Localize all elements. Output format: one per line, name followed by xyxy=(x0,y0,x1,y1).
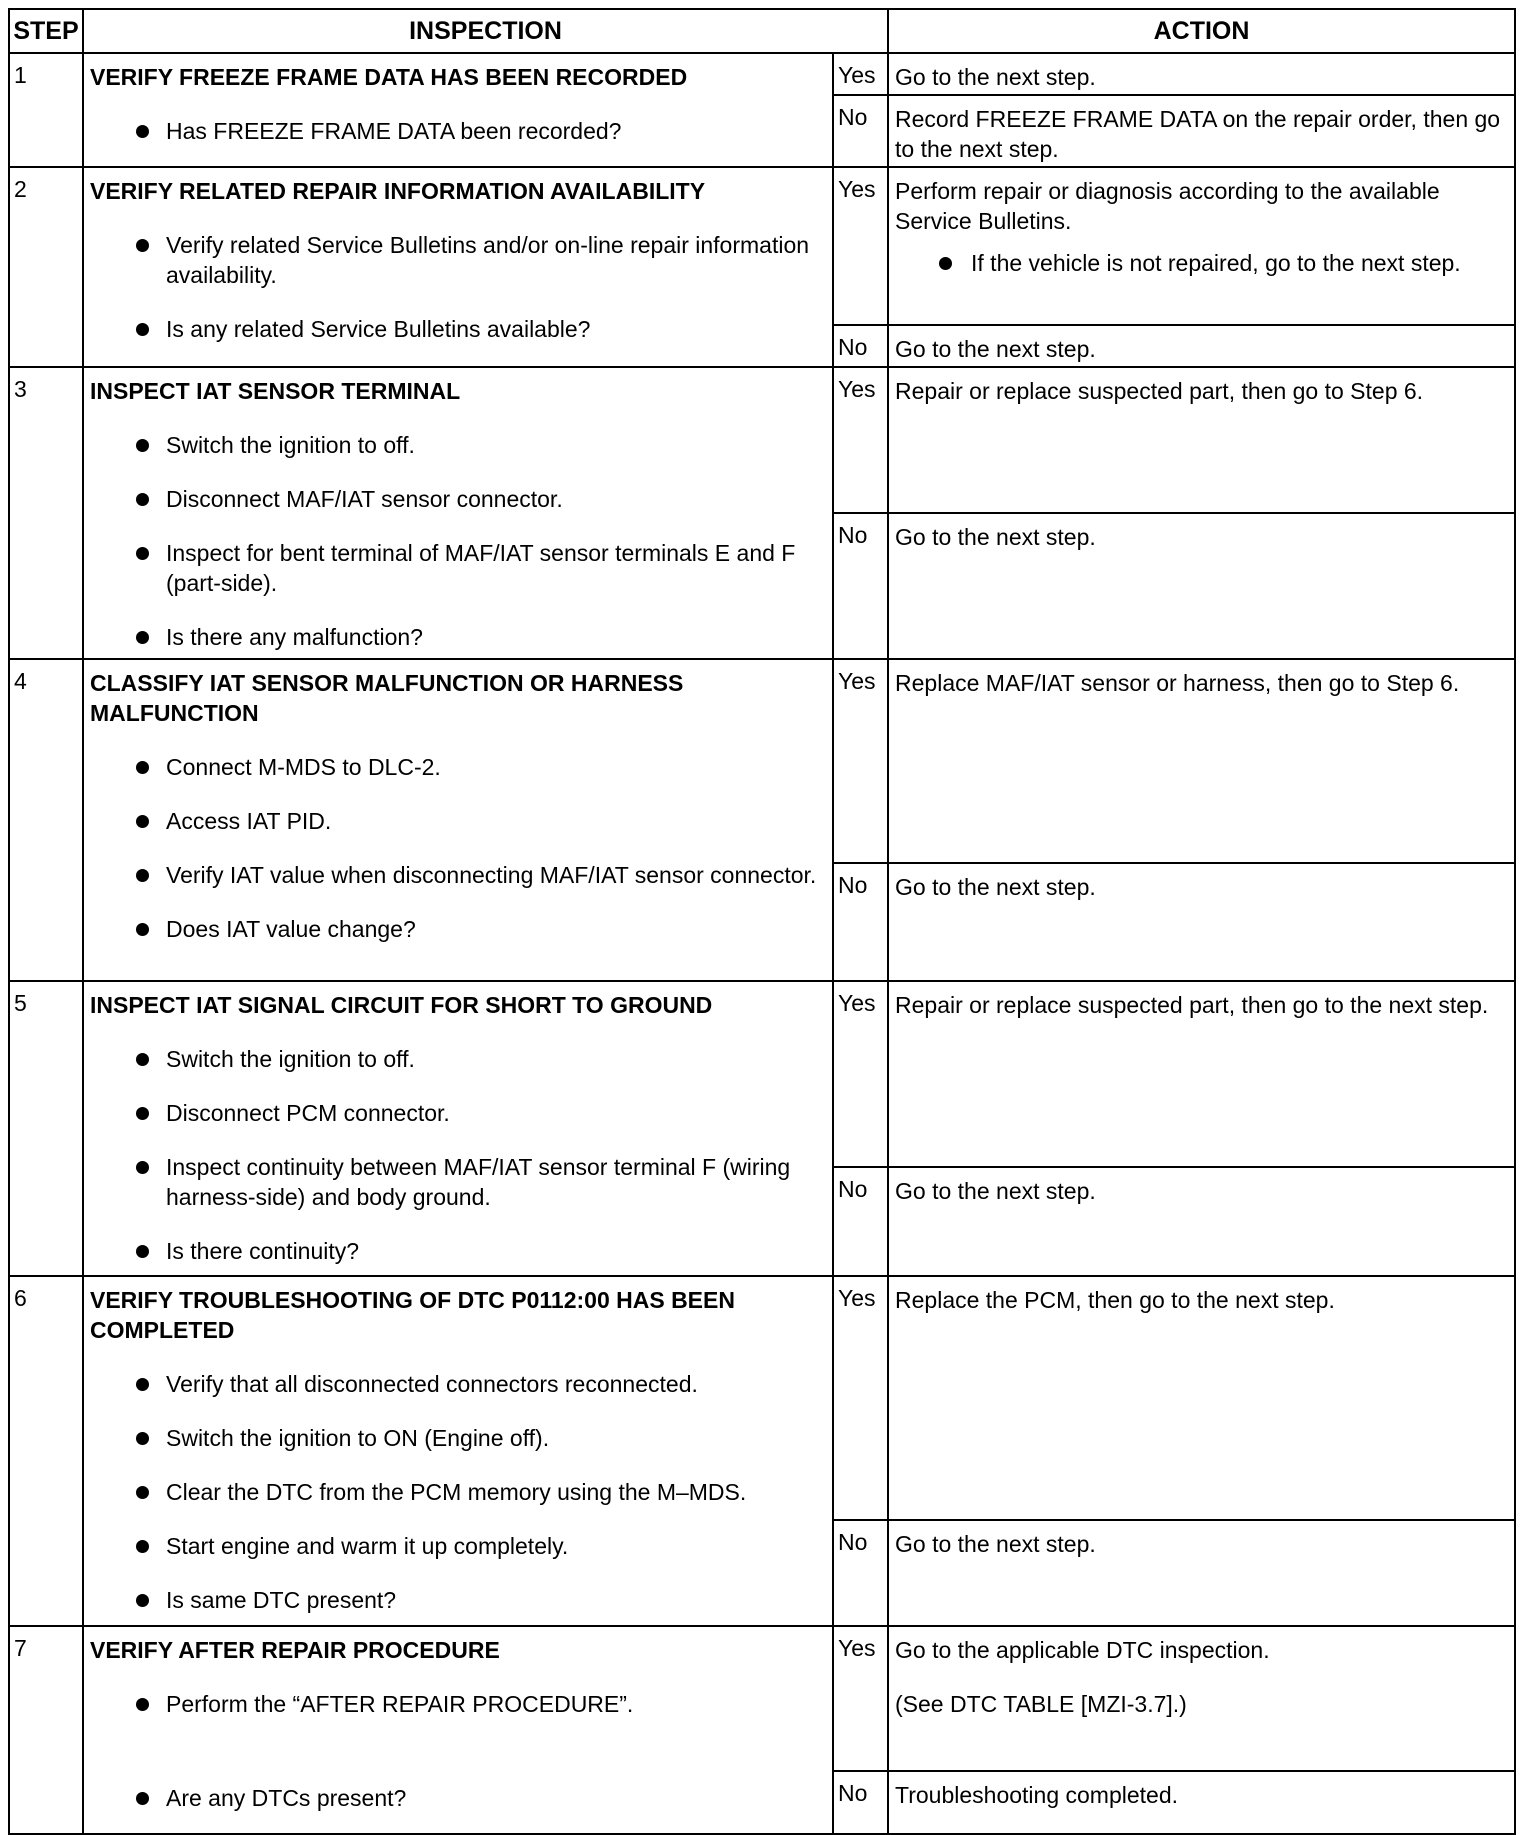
no-action: Go to the next step. xyxy=(888,1167,1515,1276)
step-number: 2 xyxy=(9,167,83,367)
yes-label: Yes xyxy=(833,659,888,863)
inspection-title: VERIFY RELATED REPAIR INFORMATION AVAILABILITY xyxy=(90,178,706,204)
inspection-bullet: Disconnect MAF/IAT sensor connector. xyxy=(90,484,826,514)
yes-action: Replace the PCM, then go to the next step. xyxy=(888,1276,1515,1520)
yes-action-reference: (See DTC TABLE [MZI-3.7].) xyxy=(895,1691,1187,1717)
header-row xyxy=(9,9,1515,53)
no-action: Troubleshooting completed. xyxy=(888,1771,1515,1834)
troubleshooting-table-document xyxy=(8,8,1514,1828)
inspection-cell xyxy=(83,53,833,167)
no-action: Go to the next step. xyxy=(888,1520,1515,1626)
yes-action-cell xyxy=(888,167,1515,325)
inspection-cell xyxy=(83,1276,833,1626)
inspection-title: VERIFY TROUBLESHOOTING OF DTC P0112:00 HAS BEEN COMPLETED xyxy=(90,1287,735,1343)
yes-action-cell xyxy=(888,1626,1515,1771)
no-action: Record FREEZE FRAME DATA on the repair order, then go to the next step. xyxy=(888,95,1515,167)
step-number: 5 xyxy=(9,981,83,1276)
inspection-bullet: Verify related Service Bulletins and/or on-line repair information availability. xyxy=(90,230,826,290)
inspection-bullet: Verify that all disconnected connectors reconnected. xyxy=(90,1369,826,1399)
table-row xyxy=(9,167,1515,325)
inspection-bullet: Are any DTCs present? xyxy=(90,1783,826,1813)
inspection-bullet: Is any related Service Bulletins available? xyxy=(90,314,826,344)
yes-action: Repair or replace suspected part, then go to the next step. xyxy=(888,981,1515,1167)
table-row xyxy=(9,367,1515,513)
yes-action: Replace MAF/IAT sensor or harness, then go to Step 6. xyxy=(888,659,1515,863)
table-row xyxy=(9,981,1515,1167)
inspection-bullet: Switch the ignition to off. xyxy=(90,1044,826,1074)
inspection-bullet: Switch the ignition to ON (Engine off). xyxy=(90,1423,826,1453)
table-row xyxy=(9,53,1515,95)
no-action: Go to the next step. xyxy=(888,325,1515,367)
no-label: No xyxy=(833,1771,888,1834)
yes-label: Yes xyxy=(833,1626,888,1771)
step-number: 1 xyxy=(9,53,83,167)
inspection-bullet: Is there continuity? xyxy=(90,1236,826,1266)
yes-action: Repair or replace suspected part, then go to Step 6. xyxy=(888,367,1515,513)
inspection-bullet: Inspect for bent terminal of MAF/IAT sensor terminals E and F (part-side). xyxy=(90,538,826,598)
table-row xyxy=(9,659,1515,863)
inspection-cell xyxy=(83,367,833,659)
yes-label: Yes xyxy=(833,1276,888,1520)
yes-action: Go to the next step. xyxy=(888,53,1515,95)
inspection-title: VERIFY FREEZE FRAME DATA HAS BEEN RECORDED xyxy=(90,64,688,90)
yes-label: Yes xyxy=(833,981,888,1167)
inspection-bullet: Start engine and warm it up completely. xyxy=(90,1531,826,1561)
inspection-bullet: Switch the ignition to off. xyxy=(90,430,826,460)
action-bullet: If the vehicle is not repaired, go to the next step. xyxy=(895,248,1508,278)
action-header: ACTION xyxy=(888,9,1515,53)
inspection-title: INSPECT IAT SIGNAL CIRCUIT FOR SHORT TO GROUND xyxy=(90,992,713,1018)
no-action: Go to the next step. xyxy=(888,863,1515,981)
inspection-bullet: Access IAT PID. xyxy=(90,806,826,836)
no-action: Go to the next step. xyxy=(888,513,1515,659)
inspection-cell xyxy=(83,659,833,981)
inspection-cell xyxy=(83,167,833,367)
inspection-bullet: Has FREEZE FRAME DATA been recorded? xyxy=(90,116,826,146)
yes-action: Perform repair or diagnosis according to the available Service Bulletins. xyxy=(895,178,1440,234)
step-header: STEP xyxy=(9,9,83,53)
inspection-title: VERIFY AFTER REPAIR PROCEDURE xyxy=(90,1637,500,1663)
yes-label: Yes xyxy=(833,367,888,513)
table-row xyxy=(9,1626,1515,1771)
inspection-title: INSPECT IAT SENSOR TERMINAL xyxy=(90,378,461,404)
inspection-bullet: Does IAT value change? xyxy=(90,914,826,944)
yes-action: Go to the applicable DTC inspection. xyxy=(895,1637,1270,1663)
inspection-bullet: Inspect continuity between MAF/IAT sensor terminal F (wiring harness-side) and body ground. xyxy=(90,1152,826,1212)
no-label: No xyxy=(833,1167,888,1276)
no-label: No xyxy=(833,513,888,659)
step-number: 3 xyxy=(9,367,83,659)
step-number: 7 xyxy=(9,1626,83,1834)
inspection-header: INSPECTION xyxy=(83,9,888,53)
inspection-bullet: Is there any malfunction? xyxy=(90,622,826,652)
inspection-cell xyxy=(83,1626,833,1834)
inspection-bullet: Disconnect PCM connector. xyxy=(90,1098,826,1128)
inspection-bullet: Is same DTC present? xyxy=(90,1585,826,1615)
no-label: No xyxy=(833,95,888,167)
step-number: 6 xyxy=(9,1276,83,1626)
inspection-title: CLASSIFY IAT SENSOR MALFUNCTION OR HARNESS MALFUNCTION xyxy=(90,670,684,726)
inspection-bullet: Verify IAT value when disconnecting MAF/IAT sensor connector. xyxy=(90,860,826,890)
inspection-bullet: Connect M-MDS to DLC-2. xyxy=(90,752,826,782)
inspection-bullet: Clear the DTC from the PCM memory using the M–MDS. xyxy=(90,1477,826,1507)
no-label: No xyxy=(833,863,888,981)
table-row xyxy=(9,1276,1515,1520)
yes-label: Yes xyxy=(833,167,888,325)
inspection-bullet: Perform the “AFTER REPAIR PROCEDURE”. xyxy=(90,1689,826,1719)
no-label: No xyxy=(833,325,888,367)
inspection-cell xyxy=(83,981,833,1276)
no-label: No xyxy=(833,1520,888,1626)
step-number: 4 xyxy=(9,659,83,981)
troubleshooting-table xyxy=(8,8,1516,1835)
yes-label: Yes xyxy=(833,53,888,95)
